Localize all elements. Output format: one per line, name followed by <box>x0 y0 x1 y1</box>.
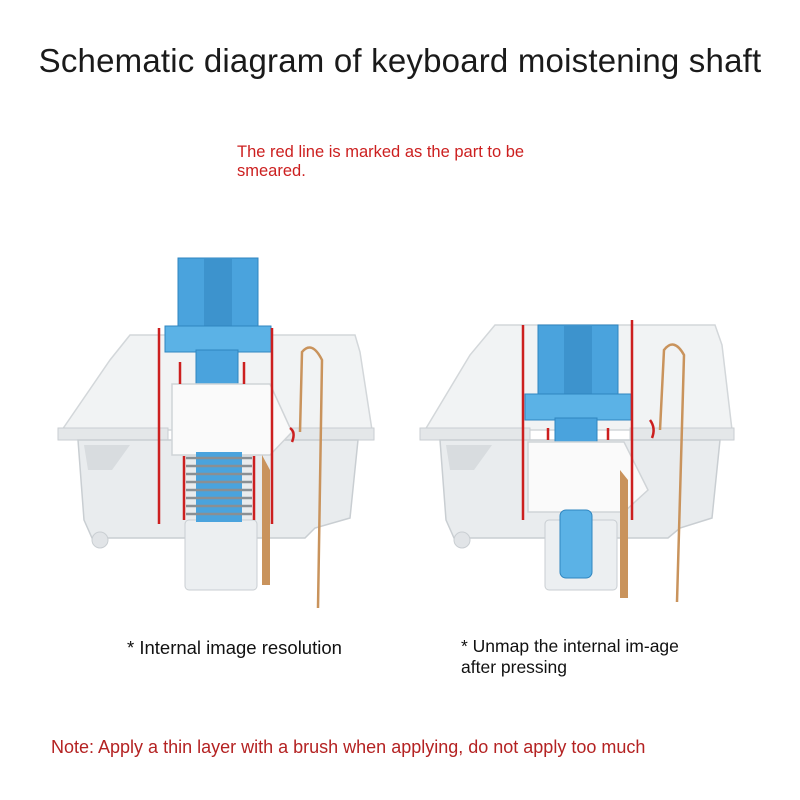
spring-core <box>196 452 242 522</box>
copper-leaf-contact <box>620 470 628 540</box>
stem-bottom-pole <box>560 510 592 578</box>
lubrication-marker-note: The red line is marked as the part to be smeared. <box>237 143 525 180</box>
application-warning-note: Note: Apply a thin layer with a brush when applying, do not apply too much <box>51 737 646 757</box>
copper-pin-left <box>262 530 270 585</box>
bottom-center-post <box>185 520 257 590</box>
housing-peg <box>454 532 470 548</box>
stem-collar <box>525 394 631 420</box>
stem-cross-slot <box>564 325 592 397</box>
copper-leaf-contact <box>262 455 270 540</box>
housing-flange-left <box>58 428 168 440</box>
stem-neck <box>196 350 238 388</box>
slider-block <box>172 384 292 455</box>
slider-block <box>528 442 648 512</box>
caption-after-pressing: * Unmap the internal im-age after pressing <box>461 636 679 677</box>
switch-pressed-cutaway <box>420 320 734 602</box>
caption-internal-image: * Internal image resolution <box>127 637 342 658</box>
housing-flange-left <box>420 428 530 440</box>
stem-collar <box>165 326 271 352</box>
copper-pin-left <box>620 530 628 598</box>
diagram-title: Schematic diagram of keyboard moistening shaft <box>38 42 762 79</box>
switch-unpressed-cutaway <box>58 258 374 608</box>
housing-peg <box>92 532 108 548</box>
